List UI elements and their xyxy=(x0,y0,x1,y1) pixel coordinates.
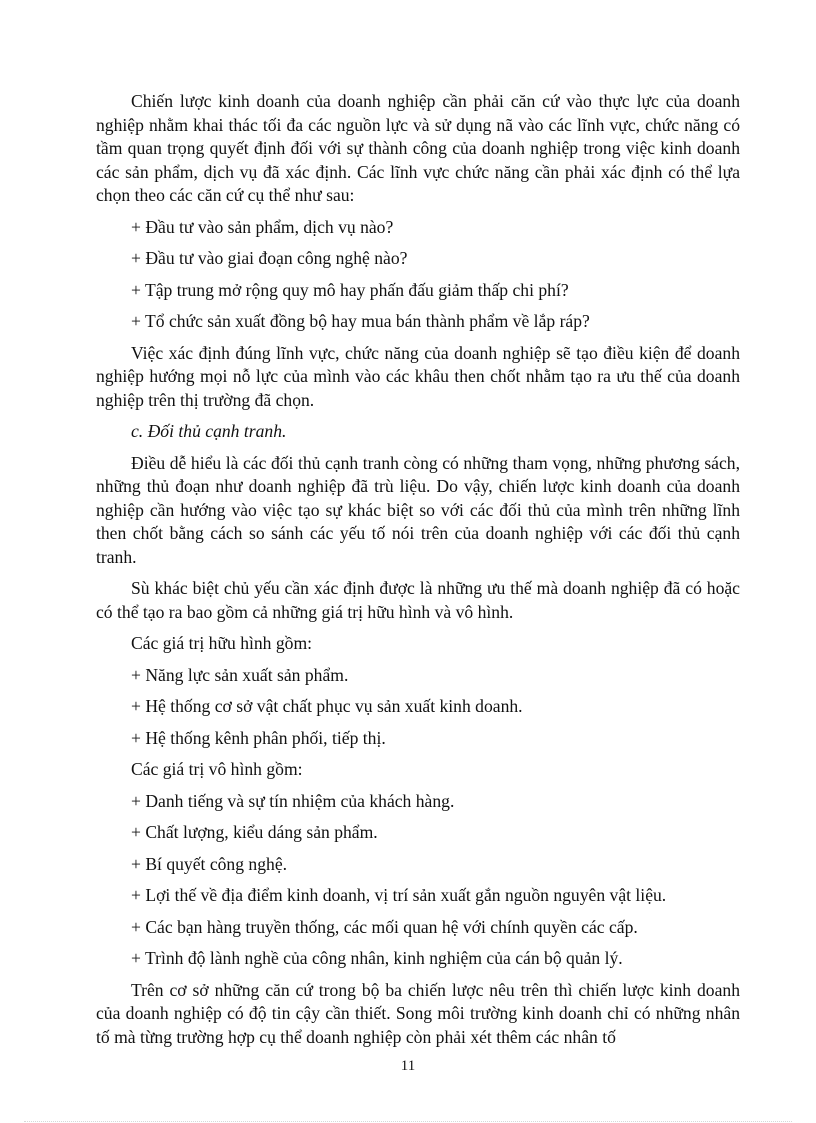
paragraph-competitors: Điều dễ hiểu là các đối thủ cạnh tranh còng có những tham vọng, những phương sách, những thủ đoạn như doanh nghiệp đã trù liệu. Do vậy, chiến lược kinh doanh của doanh nghiệp cần hướng vào việc tạo sự khác biệt so với các đối thủ của mình trên những lĩnh then chốt bằng cách so sánh các yếu tố nói trên của doanh nghiệp với các đối thủ cạnh tranh. xyxy=(96,452,740,567)
list-item: + Lợi thế về địa điểm kinh doanh, vị trí sản xuất gắn nguồn nguyên vật liệu. xyxy=(131,885,667,905)
list-item: + Danh tiếng và sự tín nhiệm của khách hàng. xyxy=(131,790,455,811)
page-bottom-rule xyxy=(24,1121,792,1122)
list-item: + Đầu tư vào giai đoạn công nghệ nào? xyxy=(131,248,408,268)
list-item: + Năng lực sản xuất sản phẩm. xyxy=(131,664,349,685)
list-item: + Đầu tư vào sản phẩm, dịch vụ nào? xyxy=(131,216,394,237)
paragraph-function-selection: Việc xác định đúng lĩnh vực, chức năng của doanh nghiệp sẽ tạo điều kiện để doanh nghiệp hướng mọi nỗ lực của mình vào các khâu then chốt nhằm tạo ra ưu thế của doanh nghiệp trên thị trường đã chọn. xyxy=(96,342,740,410)
list-item: + Hệ thống kênh phân phối, tiếp thị. xyxy=(131,727,386,748)
paragraph-conclusion: Trên cơ sở những căn cứ trong bộ ba chiến lược nêu trên thì chiến lược kinh doanh của doanh nghiệp có độ tin cậy cần thiết. Song môi trường kinh doanh chỉ có những nhân tố mà từng trường hợp cụ thể doanh nghiệp còn phải xét thêm các nhân tố xyxy=(96,979,740,1047)
page-number: 11 xyxy=(400,1058,416,1074)
page-body xyxy=(96,90,740,1057)
list-item: + Các bạn hàng truyền thống, các mối quan hệ với chính quyền các cấp. xyxy=(131,916,638,937)
list-item: + Bí quyết công nghệ. xyxy=(131,853,288,874)
list-item: + Chất lượng, kiểu dáng sản phẩm. xyxy=(131,822,378,842)
paragraph-differentiation: Sù khác biệt chủ yếu cần xác định được là những ưu thế mà doanh nghiệp đã có hoặc có thể tạo ra bao gồm cả những giá trị hữu hình và vô hình. xyxy=(96,578,740,622)
tangible-heading: Các giá trị hữu hình gồm: xyxy=(131,633,313,653)
intangible-heading: Các giá trị vô hình gồm: xyxy=(131,759,303,779)
list-item: + Tập trung mở rộng quy mô hay phấn đấu giảm thấp chi phí? xyxy=(131,279,569,300)
section-heading: c. Đối thủ cạnh tranh. xyxy=(131,421,287,441)
paragraph-strategy-basis: Chiến lược kinh doanh của doanh nghiệp cần phải căn cứ vào thực lực của doanh nghiệp nhằm khai thác tối đa các nguồn lực và sử dụng nã vào các lĩnh vực, chức năng có tầm quan trọng quyết định đối với sự thành công của doanh nghiệp trong việc kinh doanh các sản phẩm, dịch vụ đã xác định. Các lĩnh vực chức năng cần phải xác định có thể lựa chọn theo các căn cứ cụ thể như sau: xyxy=(96,91,740,205)
list-item: + Tổ chức sản xuất đồng bộ hay mua bán thành phẩm về lắp ráp? xyxy=(131,311,590,331)
list-item: + Hệ thống cơ sở vật chất phục vụ sản xuất kinh doanh. xyxy=(131,696,523,716)
list-item: + Trình độ lành nghề của công nhân, kinh nghiệm của cán bộ quản lý. xyxy=(131,948,623,968)
